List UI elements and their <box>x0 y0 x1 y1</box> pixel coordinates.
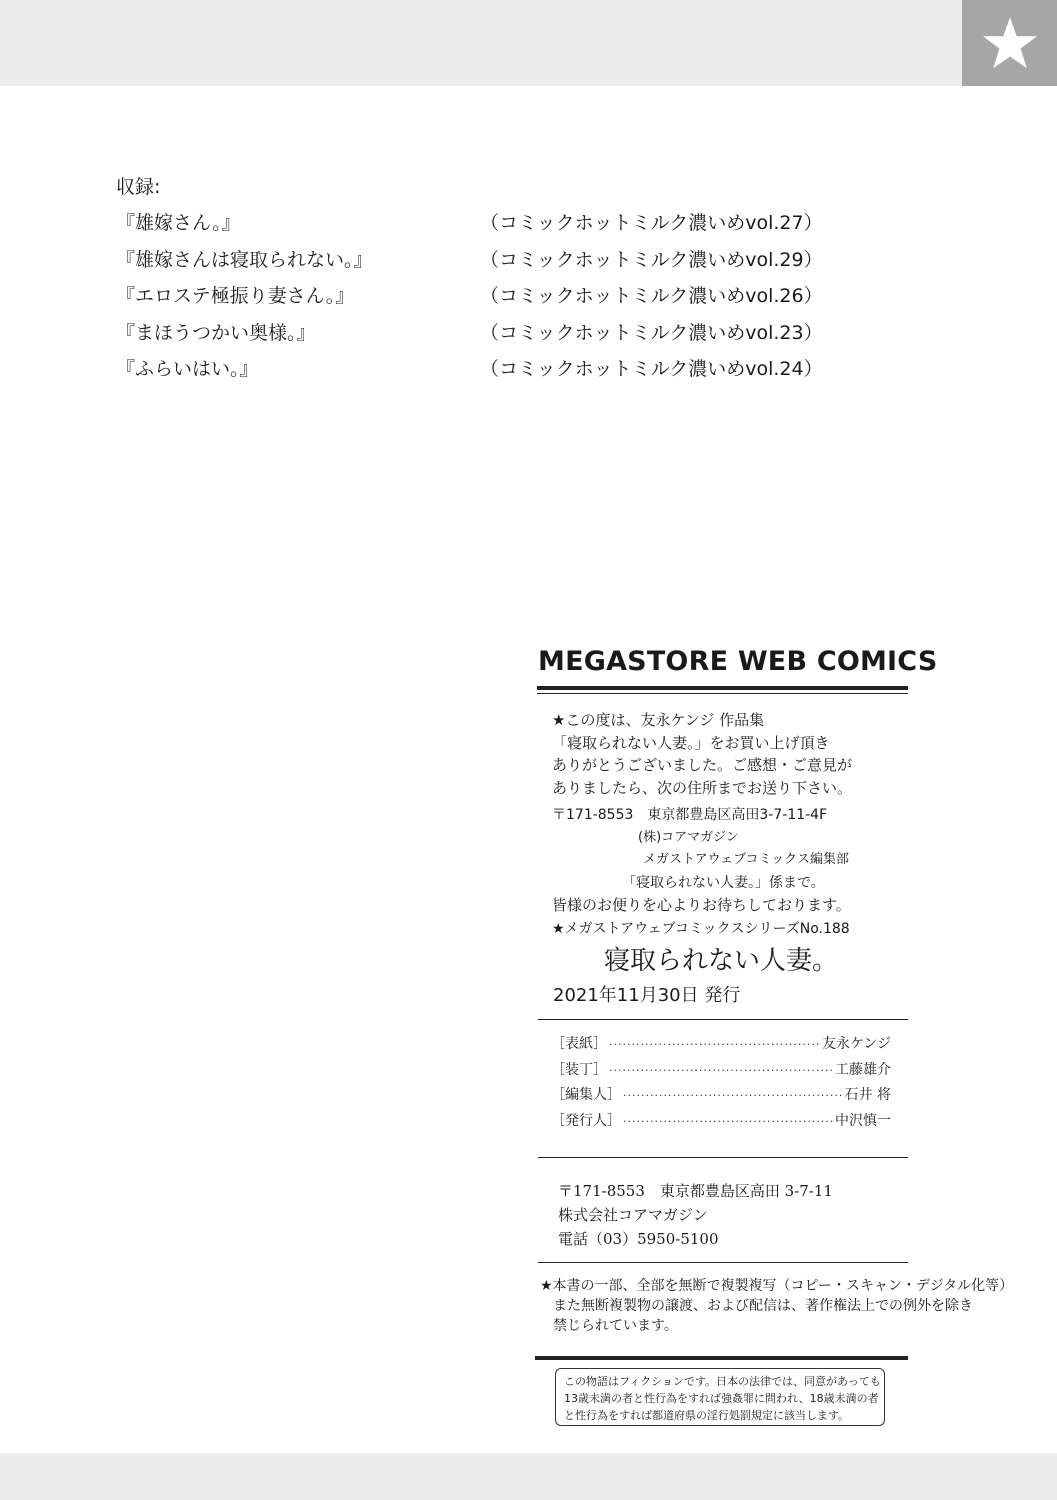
credit-role: ［表紙］ <box>551 1036 607 1052</box>
leader-dots <box>609 1032 820 1058</box>
notice-line: また無断複製物の譲渡、および配信は、著作権法上での例外を除き <box>553 1298 973 1314</box>
disclaimer-line: と性行為をすれば都道府県の淫行処罰規定に該当します。 <box>564 1409 850 1422</box>
entry-title: 『雄嫁さん。』 <box>116 212 241 234</box>
leader-dots <box>623 1083 843 1109</box>
entry-source: （コミックホットミルク濃いめvol.26） <box>480 285 823 307</box>
entry-source: （コミックホットミルク濃いめvol.24） <box>480 358 823 380</box>
contents-entry <box>116 354 823 391</box>
leader-dots <box>623 1109 833 1135</box>
credit-name: 友永ケンジ <box>822 1036 891 1052</box>
credit-role: ［発行人］ <box>551 1112 621 1129</box>
divider <box>538 1262 908 1263</box>
series-number: ★メガストアウェブコミックスシリーズNo.188 <box>552 921 850 937</box>
corner-star-tab <box>962 0 1057 86</box>
divider <box>538 1019 908 1020</box>
star-icon <box>982 16 1038 70</box>
contents-list <box>116 172 823 391</box>
bottom-rule <box>535 1356 908 1360</box>
credit-row <box>551 1032 891 1058</box>
book-title: 寝取られない人妻。 <box>604 946 839 976</box>
contents-entry <box>116 245 823 282</box>
company-line: 〒171-8553 東京都豊島区高田 3-7-11 <box>558 1182 833 1200</box>
company-line: 株式会社コアマガジン <box>558 1206 708 1224</box>
message-line: ★この度は、友永ケンジ 作品集 <box>552 711 765 729</box>
contents-entry <box>116 281 823 318</box>
address-line: 〒171-8553 東京都豊島区高田3-7-11-4F <box>552 807 828 823</box>
contents-entry <box>116 208 823 245</box>
credit-name: 中沢慎一 <box>835 1112 891 1129</box>
message-line: 「寝取られない人妻。」をお買い上げ頂き <box>552 733 830 752</box>
mailing-address <box>552 804 849 894</box>
message-line: ありましたら、次の住所までお送り下さい。 <box>552 778 853 797</box>
entry-title: 『エロステ極振り妻さん。』 <box>116 285 355 307</box>
contents-label: 収録: <box>116 176 161 198</box>
address-line: (株)コアマガジン <box>638 829 739 845</box>
leader-dots <box>609 1058 833 1084</box>
entry-title: 『まほうつかい奥様。』 <box>116 321 316 344</box>
contents-entry <box>116 318 823 355</box>
credit-role: ［装丁］ <box>551 1061 607 1078</box>
entry-source: （コミックホットミルク濃いめvol.23） <box>480 321 823 344</box>
top-margin-band <box>0 0 1057 86</box>
fiction-disclaimer <box>555 1368 885 1426</box>
bottom-margin-band <box>0 1453 1057 1500</box>
publish-date: 2021年11月30日 発行 <box>553 985 741 1006</box>
staff-credits <box>551 1032 891 1134</box>
disclaimer-line: 13歳未満の者と性行為をすれば強姦罪に問われ、18歳未満の者 <box>564 1392 879 1405</box>
closing-line: 皆様のお便りを心よりお待ちしております。 <box>552 896 851 914</box>
company-line: 電話（03）5950-5100 <box>558 1230 719 1248</box>
publisher-company <box>558 1179 833 1251</box>
address-line: メガストアウェブコミックス編集部 <box>643 852 850 867</box>
message-line: ありがとうございました。ご感想・ご意見が <box>552 756 853 774</box>
notice-line: ★本書の一部、全部を無断で複製複写（コピー・スキャン・デジタル化等） <box>540 1278 1014 1294</box>
thank-you-message <box>552 709 852 799</box>
entry-source: （コミックホットミルク濃いめvol.29） <box>480 248 823 271</box>
credit-row <box>551 1083 891 1109</box>
credit-row <box>551 1109 891 1135</box>
divider <box>538 1157 908 1158</box>
address-line: 「寝取られない人妻。」係まで。 <box>622 874 825 891</box>
entry-title: 『雄嫁さんは寝取られない。』 <box>116 248 373 271</box>
credit-name: 石井 将 <box>844 1087 891 1103</box>
logo-rule-thin <box>537 693 908 694</box>
entry-source: （コミックホットミルク濃いめvol.27） <box>480 212 823 234</box>
logo-rule-thick <box>537 686 908 690</box>
notice-line: 禁じられています。 <box>553 1318 678 1334</box>
entry-title: 『ふらいはい。』 <box>116 358 259 380</box>
credit-name: 工藤雄介 <box>835 1061 891 1078</box>
credit-row <box>551 1058 891 1084</box>
credit-role: ［編集人］ <box>551 1087 621 1103</box>
publisher-logo: MEGASTORE WEB COMICS <box>538 646 938 677</box>
copyright-notice <box>540 1276 1013 1336</box>
disclaimer-line: この物語はフィクションです。日本の法律では、同意があっても <box>564 1375 881 1388</box>
